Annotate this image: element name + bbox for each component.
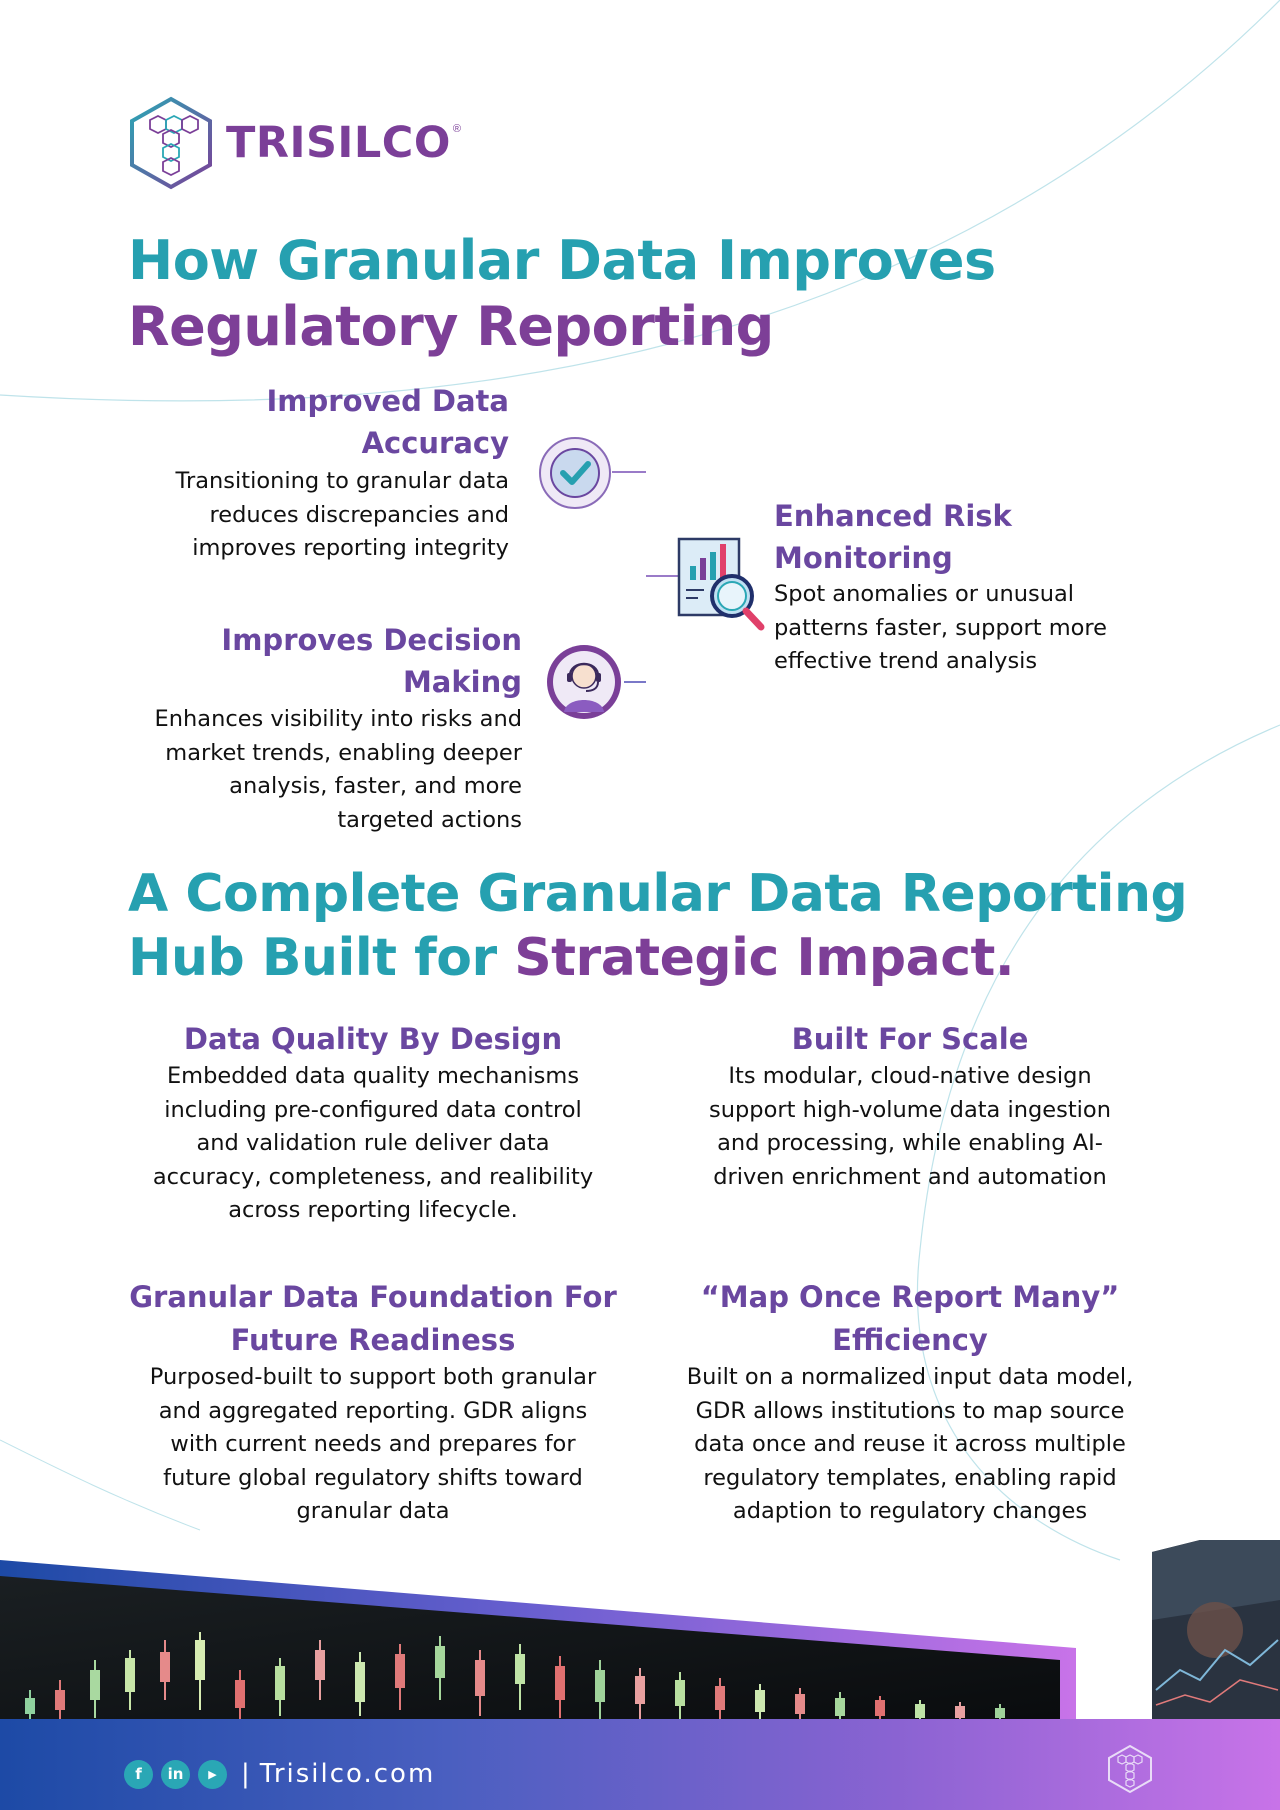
- desc-line: future global regulatory shifts toward: [163, 1464, 583, 1491]
- feature-desc-data-quality: [118, 1060, 628, 1228]
- feature-title-map-once: [660, 1276, 1160, 1362]
- footer-social-links: [124, 1759, 435, 1789]
- feature-desc-granular-foundation: [118, 1361, 628, 1529]
- desc-line: improves reporting integrity: [192, 535, 509, 561]
- feature-title-granular-foundation: [118, 1276, 628, 1362]
- registered-mark: ®: [452, 123, 462, 135]
- benefit-title-decision: [142, 619, 522, 703]
- trisilco-hexagon-icon: [128, 96, 214, 190]
- brand-name: TRISILCO: [226, 118, 451, 168]
- benefit-desc-decision: [102, 703, 522, 837]
- desc-line: data once and reuse it across multiple: [694, 1431, 1126, 1457]
- desc-line: support high-volume data ingestion: [709, 1096, 1111, 1123]
- desc-line: Enhances visibility into risks and: [154, 706, 522, 732]
- desc-line: including pre-configured data control: [164, 1096, 582, 1123]
- desc-line: granular data: [296, 1498, 450, 1524]
- benefit-title-line: Making: [402, 665, 522, 699]
- desc-line: patterns faster, support more: [774, 614, 1108, 641]
- feature-title-line: “Map Once Report Many”: [700, 1280, 1120, 1314]
- facebook-icon[interactable]: f: [124, 1760, 153, 1789]
- desc-line: GDR allows institutions to map source: [695, 1397, 1125, 1424]
- section2-heading: [128, 862, 1187, 990]
- report-magnifier-icon: [676, 536, 766, 632]
- desc-line: Purposed-built to support both granular: [149, 1364, 597, 1390]
- desc-line: analysis, faster, and more: [229, 773, 522, 799]
- section1-heading-line2: Regulatory Reporting: [128, 295, 774, 358]
- footer-separator: |: [241, 1759, 250, 1789]
- feature-title-data-quality: [118, 1018, 628, 1061]
- footer-hexagon-logo-icon: [1107, 1744, 1153, 1794]
- desc-line: targeted actions: [337, 806, 522, 833]
- feature-desc-built-for-scale: [660, 1060, 1160, 1194]
- desc-line: and processing, while enabling AI-: [717, 1130, 1103, 1156]
- desc-line: market trends, enabling deeper: [165, 739, 522, 766]
- section2-heading-line2-purple: Strategic Impact.: [514, 928, 1015, 988]
- benefit-title-line: Accuracy: [361, 426, 509, 460]
- desc-line: Spot anomalies or unusual: [774, 581, 1075, 607]
- desc-line: accuracy, completeness, and realibility: [152, 1163, 594, 1190]
- desc-line: Transitioning to granular data: [175, 468, 509, 494]
- brand-logo[interactable]: [128, 96, 461, 190]
- desc-line: Embedded data quality mechanisms: [166, 1063, 580, 1089]
- benefit-title-line: Improved Data: [266, 384, 509, 418]
- feature-title-line: Future Readiness: [230, 1323, 516, 1357]
- desc-line: driven enrichment and automation: [713, 1163, 1107, 1190]
- desc-line: Built on a normalized input data model,: [686, 1364, 1134, 1390]
- benefit-title-line: Improves Decision: [221, 623, 522, 657]
- website-link[interactable]: Trisilco.com: [259, 1759, 436, 1789]
- desc-line: reduces discrepancies and: [209, 501, 509, 528]
- desc-line: with current needs and prepares for: [170, 1431, 576, 1457]
- section2-heading-line2-teal: Hub Built for: [128, 928, 515, 988]
- desc-line: Its modular, cloud-native design: [728, 1063, 1092, 1089]
- desc-line: and aggregated reporting. GDR aligns: [158, 1397, 588, 1424]
- benefit-desc-accuracy: [129, 465, 509, 566]
- desc-line: adaption to regulatory changes: [732, 1498, 1088, 1524]
- section1-heading-line1: How Granular Data Improves: [128, 229, 996, 292]
- section2-heading-line1: A Complete Granular Data Reporting: [128, 864, 1188, 924]
- benefit-title-accuracy: [179, 380, 509, 464]
- benefit-desc-risk: [774, 578, 1154, 679]
- feature-title-line: Built For Scale: [791, 1022, 1029, 1056]
- desc-line: effective trend analysis: [774, 648, 1038, 674]
- youtube-icon[interactable]: ▶: [198, 1760, 227, 1789]
- benefit-title-risk: [774, 495, 1074, 579]
- benefit-title-line: Enhanced Risk: [774, 499, 1012, 533]
- desc-line: regulatory templates, enabling rapid: [703, 1464, 1117, 1491]
- benefit-title-line: Monitoring: [774, 541, 953, 575]
- desc-line: and validation rule deliver data: [196, 1130, 550, 1156]
- feature-title-line: Data Quality By Design: [183, 1022, 563, 1056]
- feature-title-built-for-scale: [660, 1018, 1160, 1061]
- checkmark-badge-icon: [538, 436, 612, 510]
- support-agent-icon: [544, 642, 624, 722]
- desc-line: across reporting lifecycle.: [228, 1197, 518, 1223]
- feature-title-line: Granular Data Foundation For: [129, 1280, 617, 1314]
- linkedin-icon[interactable]: in: [161, 1760, 190, 1789]
- section1-heading: [128, 228, 996, 360]
- feature-title-line: Efficiency: [832, 1323, 988, 1357]
- feature-desc-map-once: [660, 1361, 1160, 1529]
